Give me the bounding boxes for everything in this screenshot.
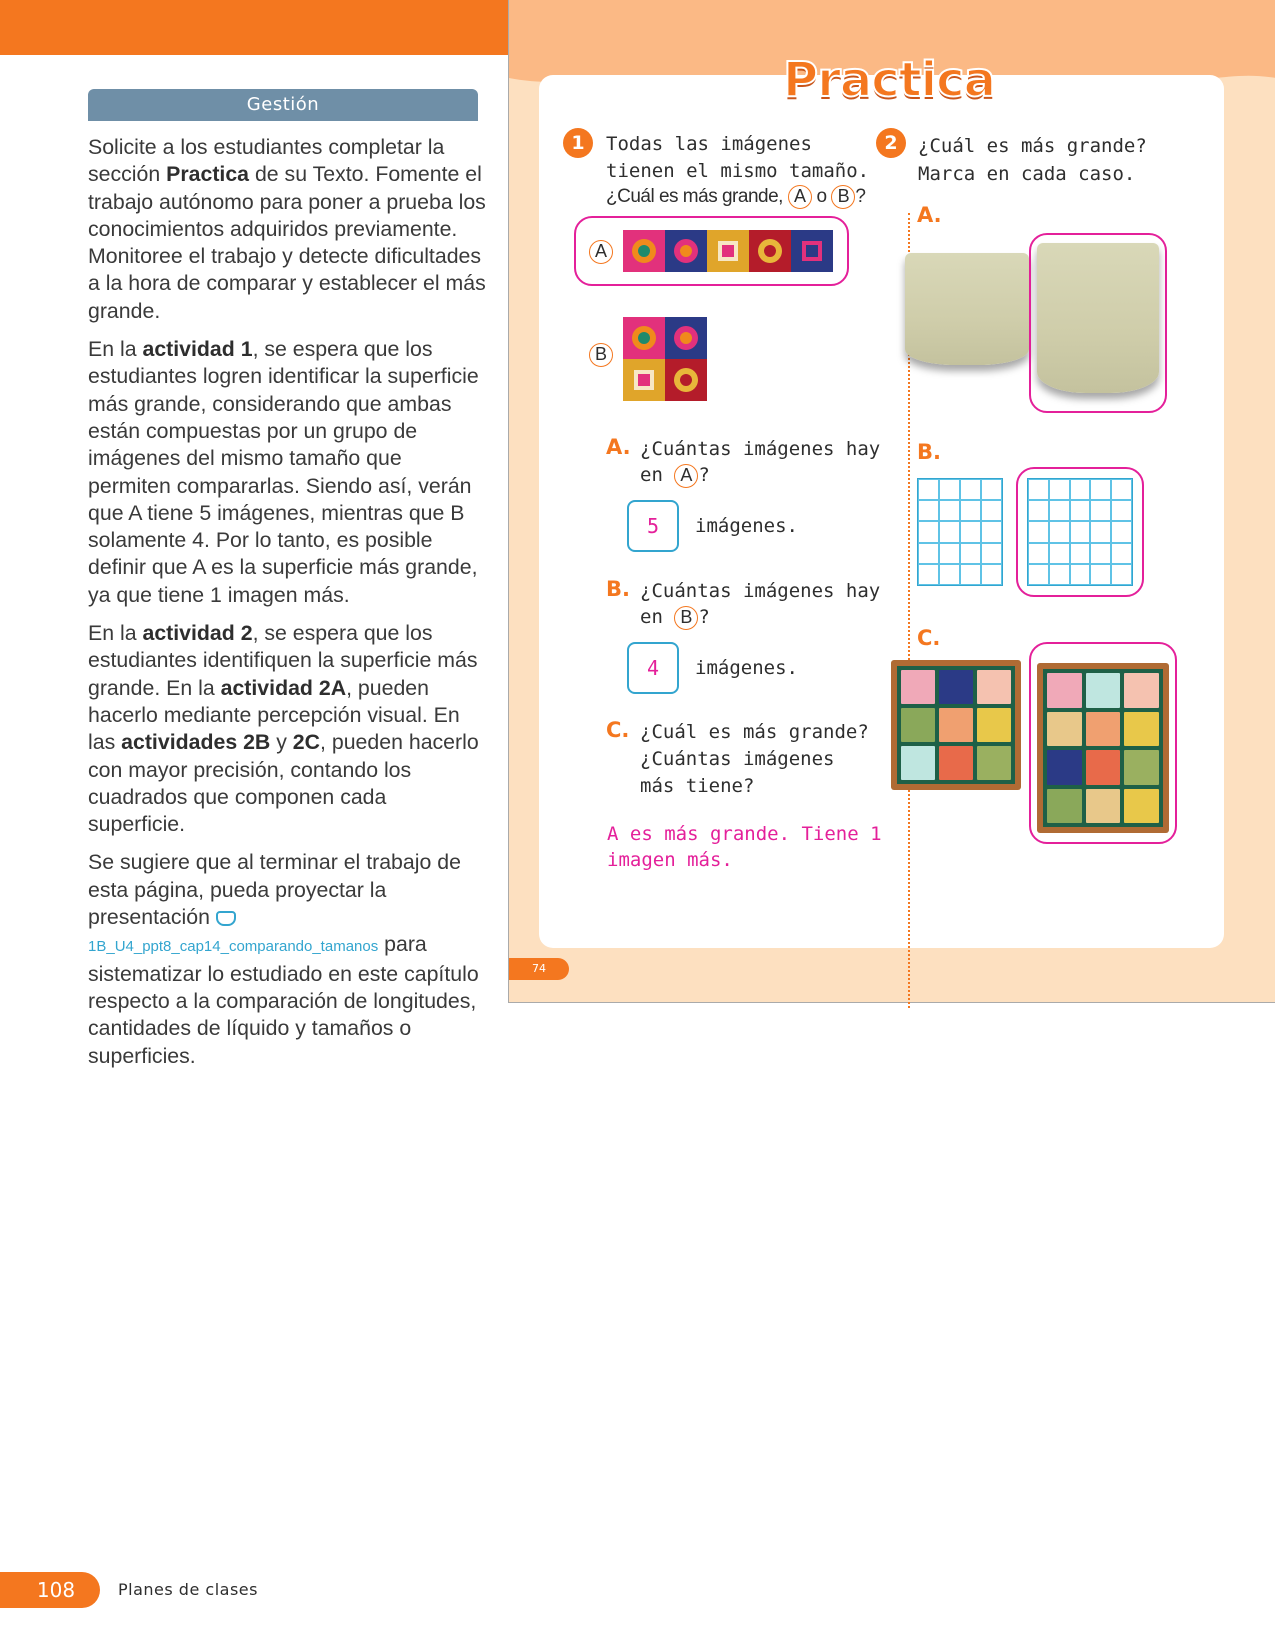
grid-small <box>917 478 1003 586</box>
gestion-paragraph-3: En la actividad 2, se espera que los estudiantes identifiquen la superficie más grande. En la actividad 2A, pueden hacerlo mediante percepción visual. En las actividades 2B y 2C, pueden hacerlo con mayor precisión, contando los cuadrados que componen cada superficie. <box>88 621 479 837</box>
q1-a-answer-box[interactable]: 5 <box>627 500 679 552</box>
tile <box>665 359 707 401</box>
tile <box>623 230 665 272</box>
question-2-number: 2 <box>876 128 906 158</box>
gestion-header: Gestión <box>88 89 478 121</box>
q2-c-letter: C. <box>917 626 941 650</box>
student-page <box>508 0 1275 1003</box>
q1-a-question-line-1: ¿Cuántas imágenes hay <box>640 438 881 460</box>
cloth-large <box>1037 243 1159 393</box>
figure-b-label: B <box>589 343 613 367</box>
q1-c-question-line-1: ¿Cuál es más grande? <box>640 721 869 743</box>
gestion-paragraph-4: Se sugiere que al terminar el trabajo de esta página, pueda proyectar la presentación 1B_U4_ppt8_cap14_comparando_tamanos para sistematizar lo estudiado en este capítulo respecto a la comparación de longitudes, cantidades de líquido y tamaños o superficies. <box>88 850 479 1068</box>
q1-b-letter: B. <box>606 577 630 601</box>
question-1-line-2: tienen el mismo tamaño. <box>606 160 870 182</box>
q1-a-question-line-2: en A ? <box>640 464 710 486</box>
tile <box>749 230 791 272</box>
badge-a: A <box>788 185 812 209</box>
practica-title: Practica <box>783 52 995 108</box>
cloth-small <box>905 253 1029 365</box>
quilt-large <box>1037 663 1169 833</box>
q2-b-letter: B. <box>917 440 941 464</box>
question-2-line-2: Marca en cada caso. <box>918 163 1136 185</box>
q1-a-unit: imágenes. <box>695 515 798 537</box>
gestion-paragraph-1: Solicite a los estudiantes completar la sección Practica de su Texto. Fomente el trabajo autónomo para poner a prueba los conocimientos adquiridos previamente. Monitoree el trabajo y detecte dificultades a la hora de comparar y establecer el más grande. <box>88 135 486 323</box>
question-1-number: 1 <box>563 128 593 158</box>
q1-c-answer-line-1: A es más grande. Tiene 1 <box>607 823 882 845</box>
q1-c-answer-line-2: imagen más. <box>607 849 733 871</box>
question-1-line-1: Todas las imágenes <box>606 133 812 155</box>
tile <box>665 317 707 359</box>
question-2-line-1: ¿Cuál es más grande? <box>918 135 1147 157</box>
top-orange-bar <box>0 0 508 55</box>
tile <box>665 230 707 272</box>
footer-label: Planes de clases <box>118 1580 258 1599</box>
q2-a-letter: A. <box>917 203 942 227</box>
q1-b-answer-box[interactable]: 4 <box>627 642 679 694</box>
quilt-small <box>891 660 1021 790</box>
q1-b-question-line-2: en B ? <box>640 606 710 628</box>
gestion-paragraph-2: En la actividad 1, se espera que los estudiantes logren identificar la superficie más grande, considerando que ambas están compuestas por un grupo de imágenes del mismo tamaño que permiten compararlas. Siendo así, verán que A tiene 5 imágenes, mientras que B solamente 4. Por lo tanto, es posible definir que A es la superficie más grande, ya que tiene 1 imagen más. <box>88 337 479 607</box>
tile <box>623 359 665 401</box>
q1-c-question-line-3: más tiene? <box>640 775 755 797</box>
question-1-subquestion: ¿Cuál es más grande, A o B ? <box>606 186 866 207</box>
student-page-number: 74 <box>509 958 569 980</box>
tile <box>791 230 833 272</box>
gestion-text <box>88 134 488 1081</box>
q1-a-letter: A. <box>606 435 631 459</box>
badge-b: B <box>831 185 855 209</box>
exercise-card <box>539 75 1224 948</box>
footer-page-number: 108 <box>0 1572 100 1608</box>
grid-large <box>1027 478 1133 586</box>
q1-b-unit: imágenes. <box>695 657 798 679</box>
figure-a-label: A <box>589 240 613 264</box>
folder-icon <box>216 911 236 926</box>
q1-b-question-line-1: ¿Cuántas imágenes hay <box>640 580 881 602</box>
q1-c-question-line-2: ¿Cuántas imágenes <box>640 748 835 770</box>
tile <box>707 230 749 272</box>
tile <box>623 317 665 359</box>
q1-c-letter: C. <box>606 718 630 742</box>
presentation-link[interactable]: 1B_U4_ppt8_cap14_comparando_tamanos <box>88 938 379 956</box>
